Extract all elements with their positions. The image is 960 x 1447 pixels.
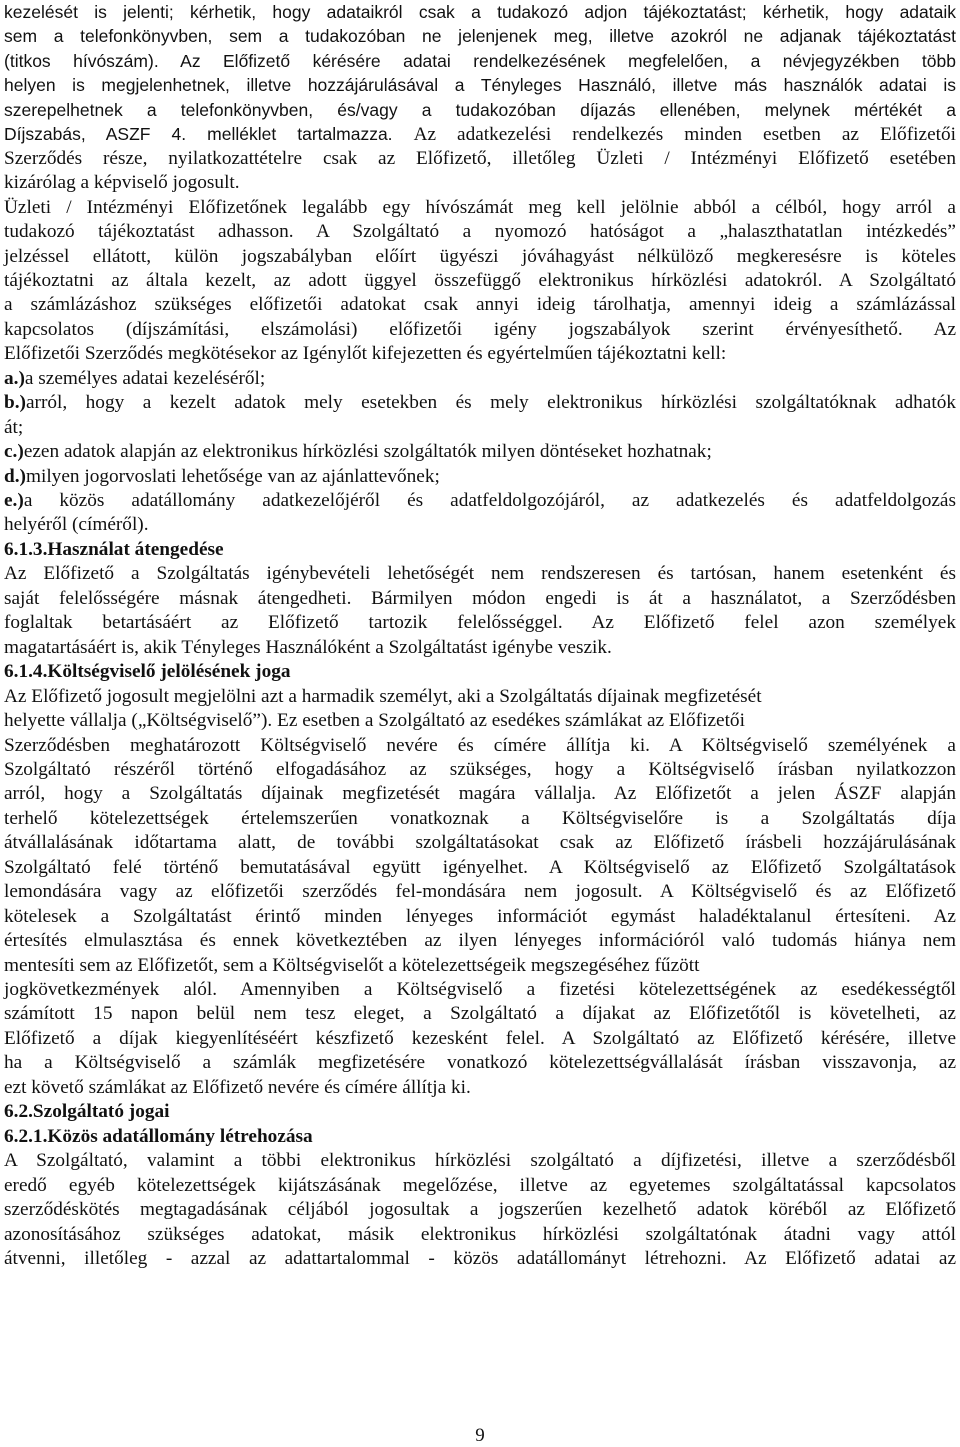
paragraph-line: átvenni, illetőleg - azzal az adattartalommal - közös adatállományt létrehozni. Az Előfizető adatai az — [4, 1247, 956, 1269]
paragraph-line: azonosításához szükséges adatokat, másik elektronikus hírközlési szolgáltatónak átadni vagy attól — [4, 1223, 956, 1245]
list-marker: b.) — [4, 392, 26, 414]
section-heading: 6.2.Szolgáltató jogai — [4, 1101, 170, 1123]
paragraph-line: Szerződés része, nyilatkozattételre csak az Előfizető, illetőleg Üzleti / Intézményi Előfizető esetében — [4, 147, 956, 169]
paragraph-line: eredő egyéb kötelezettségek kijátszásának megelőzése, illetve az egyetemes szolgáltatással kapcsolatos — [4, 1174, 956, 1196]
list-marker: d.) — [4, 465, 26, 487]
paragraph-line: Szolgáltató részéről történő elfogadásához az szükséges, hogy a Költségviselő írásban nyilatkozzon — [4, 758, 956, 780]
paragraph-line: lemondására vagy az előfizetői szerződés fel-mondására nem jogosult. A Költségviselő és az Előfizető — [4, 881, 956, 903]
paragraph-line: helyéről (címéről). — [4, 514, 149, 536]
paragraph-line: jelzéssel ellátott, külön jogszabályban előírt ügyészi jóváhagyást nélkülöző megkeresésre is köteles — [4, 245, 956, 267]
paragraph-line — [4, 465, 956, 489]
list-marker: a.) — [4, 367, 25, 389]
paragraph-line: A Szolgáltató, valamint a többi elektronikus hírközlési szolgáltató a díjfizetési, illetve a szerződésből — [4, 1150, 956, 1172]
paragraph-line: foglaltak betartásáért az Előfizető tartozik felelősséggel. Az Előfizető felel azon személyek — [4, 612, 956, 634]
paragraph-line: Üzleti / Intézményi Előfizetőnek legalább egy hívószámát meg kell jelölnie abból a célból, hogy arról a — [4, 196, 956, 218]
list-item-text: a közös adatállomány adatkezelőjéről és adatfeldolgozójáról, az adatkezelés és adatfeldolgozás — [23, 490, 956, 511]
list-marker: e.) — [4, 490, 24, 511]
paragraph-line: sem a telefonkönyvben, sem a tudakozóban ne jelenjenek meg, illetve azokról ne adjanak tájékoztatást — [4, 26, 956, 47]
paragraph-line: szerződéskötés megtagadásának céljából jogosultak a jogszerűen kezelhető adatok köréből az Előfizető — [4, 1199, 956, 1221]
list-marker: c.) — [4, 441, 24, 463]
paragraph-line: átvállalásának időtartama alatt, de további szolgáltatásokat csak az Előfizető írásbeli hozzájárulásának — [4, 832, 956, 854]
list-item-text: a személyes adatai kezeléséről; — [24, 367, 266, 389]
paragraph-line: helyen is megjelenhetnek, illetve hozzájárulásával a Tényleges Használó, illetve más használók adatai is — [4, 75, 956, 96]
paragraph-line: szerepelhetnek a telefonkönyvben, és/vagy a tudakozóban díjazás ellenében, melynek mértékét a — [4, 99, 956, 120]
list-item-text: milyen jogorvoslati lehetősége van az ajánlattevőnek; — [25, 465, 440, 487]
paragraph-line: Az Előfizető jogosult megjelölni azt a harmadik személyt, aki a Szolgáltatás díjainak megfizetését — [4, 685, 762, 707]
paragraph-line: mentesíti sem az Előfizetőt, sem a Költségviselőt a kötelezettségeik megszegéséhez fűzött — [4, 954, 700, 976]
paragraph-line: magatartásáért is, akik Tényleges Használóként a Szolgáltatást igénybe veszik. — [4, 636, 612, 658]
paragraph-line: Szerződésben meghatározott Költségviselő nevére és címére állítja ki. A Költségviselő személyének a — [4, 734, 956, 756]
paragraph-line — [4, 367, 956, 391]
paragraph-line — [4, 122, 956, 147]
line-segment-serif: Az adatkezelési rendelkezés minden esetben az Előfizetői — [413, 124, 956, 146]
line-segment-sans: Díjszabás, ASZF 4. melléklet tartalmazza. — [4, 124, 414, 145]
paragraph-line: a számlázáshoz szükséges előfizetői adatokat csak annyi ideig tárolhatja, amennyi ideig a számlázással — [4, 294, 956, 316]
paragraph-line: jogkövetkezmények alól. Amennyiben a Költségviselő a fizetési kötelezettségének az esedékességtől — [4, 979, 956, 1000]
paragraph-line: kapcsolatos (díjszámítási, elszámolási) előfizetői igény jogszabályok szerint érvényesíthető. Az — [4, 318, 956, 340]
paragraph-line — [4, 489, 956, 513]
paragraph-line: arról, hogy a Szolgáltatás díjainak megfizetését magára vállalja. Az Előfizetőt a jelen ÁSZF alapján — [4, 783, 956, 805]
section-heading: 6.1.3.Használat átengedése — [4, 538, 224, 560]
paragraph-line: (titkos hívószám). Az Előfizető kérésére adatai rendelkezésének megfelelően, a névjegyzékben több — [4, 50, 956, 71]
list-item-text: arról, hogy a kezelt adatok mely esetekben és mely elektronikus hírközlési szolgáltatóknak adhatók — [25, 392, 956, 414]
section-heading: 6.2.1.Közös adatállomány létrehozása — [4, 1125, 313, 1147]
paragraph-line — [4, 440, 956, 464]
paragraph-line: ha a Költségviselő a számlák megfizetésére vonatkozó kötelezettségvállalását írásban visszavonja, az — [4, 1052, 956, 1074]
paragraph-line: kötelesek a Szolgáltatást érintő minden lényeges információt egymást haladéktalanul értesíteni. Az — [4, 905, 956, 927]
paragraph-line: terhelő kötelezettségek értelemszerűen vonatkoznak a Költségviselőre is a Szolgáltatás díja — [4, 807, 956, 829]
paragraph-line: helyette vállalja („Költségviselő”). Ez esetben a Szolgáltató az esedékes számlákat az Előfizetői — [4, 710, 745, 732]
page-number: 9 — [475, 1425, 485, 1446]
paragraph-line: ezt követő számlákat az Előfizető nevére és címére állítja ki. — [4, 1076, 471, 1098]
paragraph-line: Az Előfizető a Szolgáltatás igénybevételi lehetőségét nem rendszeresen és tartósan, hanem esetenként és — [4, 563, 956, 585]
paragraph-line — [4, 391, 956, 415]
paragraph-line: át; — [4, 416, 24, 438]
paragraph-line: Előfizető a díjak kiegyenlítéséért készfizető kezesként felel. A Szolgáltató az Előfizető kérésére, illetve — [4, 1027, 956, 1049]
paragraph-line: kezelését is jelenti; kérhetik, hogy adataikról csak a tudakozó adjon tájékoztatást; kérhetik, hogy adataik — [4, 2, 956, 22]
paragraph-line: Szolgáltató felé történő bemutatásával együtt igényelhet. A Költségviselő az Előfizető Szolgáltatások — [4, 856, 956, 878]
document-page — [4, 0, 956, 1446]
section-heading: 6.1.4.Költségviselő jelölésének joga — [4, 661, 291, 683]
paragraph-line: értesítés elmulasztása és ennek következtében az ilyen lényeges információról való tudomás hiánya nem — [4, 930, 956, 952]
list-item-text: ezen adatok alapján az elektronikus hírközlési szolgáltatók milyen döntéseket hozhatnak; — [23, 441, 712, 463]
paragraph-line: saját felelősségére másnak átengedheti. Bármilyen módon engedi is át a használatot, a Szerződésben — [4, 587, 956, 609]
paragraph-line: számított 15 napon belül nem tesz eleget, a Szolgáltató a díjakat az Előfizetőtől is követelheti, az — [4, 1003, 956, 1025]
paragraph-line: tájékoztatni az általa kezelt, az adott üggyel összefüggő elektronikus hírközlési adatokról. A Szolgáltató — [4, 269, 956, 291]
paragraph-line: tudakozó tájékoztatást adhasson. A Szolgáltató a nyomozó hatóságot a „halaszthatatlan intézkedés” — [4, 221, 956, 243]
paragraph-line: kizárólag a képviselő jogosult. — [4, 172, 240, 194]
paragraph-line: Előfizetői Szerződés megkötésekor az Igénylőt kifejezetten és egyértelműen tájékoztatni kell: — [4, 343, 727, 365]
